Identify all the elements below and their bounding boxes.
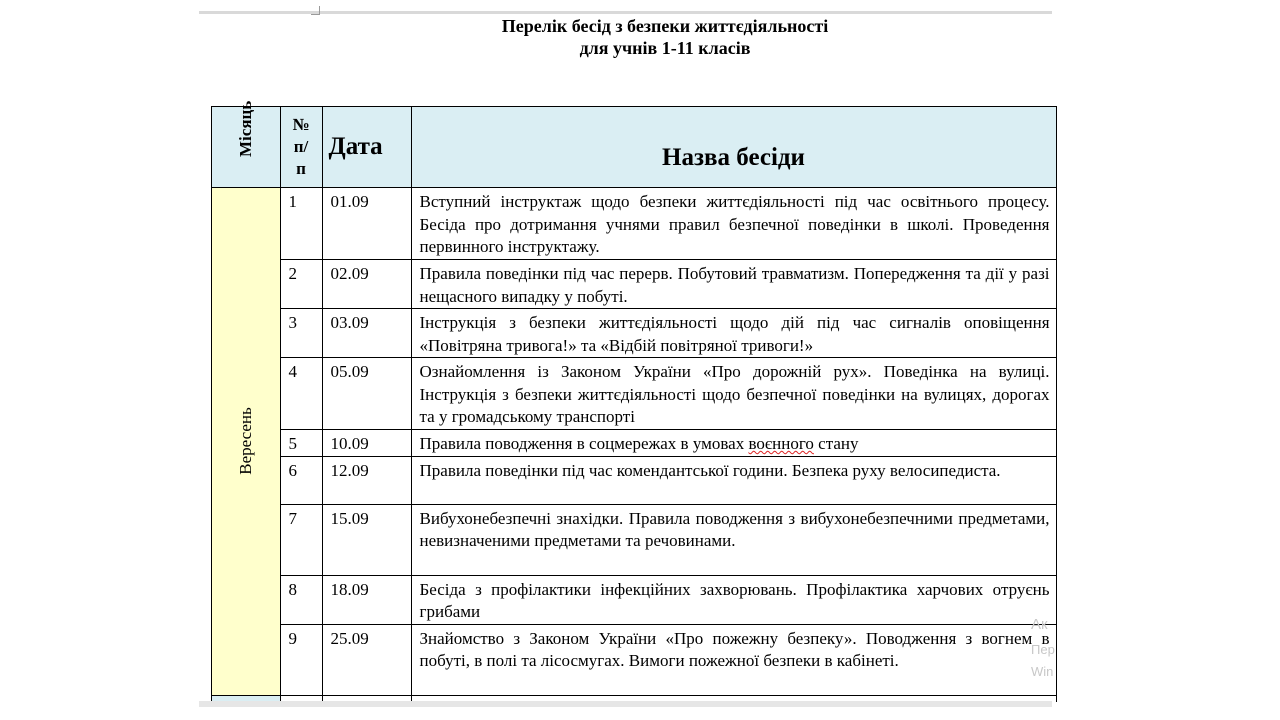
title-line-1: Перелік бесід з безпеки життєдіяльності	[501, 16, 829, 36]
header-talk-name: Назва бесіди	[411, 107, 1056, 188]
row-number: 7	[280, 504, 322, 575]
row-date: 15.09	[322, 504, 411, 575]
row-talk-name: Правила поведінки під час перерв. Побутовий травматизм. Попередження та дії у разі нещасного випадку у побуті.	[411, 260, 1056, 309]
row-talk-name: Бесіда з профілактики інфекційних захворювань. Профілактика харчових отруєнь грибами	[411, 575, 1056, 624]
row-talk-name: Правила поводження в соцмережах в умовах воєнного стану	[411, 430, 1056, 457]
activation-watermark-line-1: Ак	[1031, 616, 1048, 633]
table-row	[212, 260, 1057, 309]
row-talk-name: Вибухонебезпечні знахідки. Правила поводження з вибухонебезпечними предметами, невизначеними предметами та речовинами.	[411, 504, 1056, 575]
row-talk-name: Правила поведінки під час комендантської години. Безпека руху велосипедиста.	[411, 456, 1056, 504]
row-date: 10.09	[322, 430, 411, 457]
row-number: 8	[280, 575, 322, 624]
table-row	[212, 430, 1057, 457]
table-row	[212, 358, 1057, 430]
row-number: 3	[280, 309, 322, 358]
row-number: 2	[280, 260, 322, 309]
document-title	[260, 15, 1070, 59]
row-number: 5	[280, 430, 322, 457]
row-date: 02.09	[322, 260, 411, 309]
activation-watermark-line-2: Пер	[1031, 642, 1055, 657]
row-date: 03.09	[322, 309, 411, 358]
safety-talks-table	[211, 100, 1057, 702]
row-talk-name: Знайомство з Законом України «Про пожежну безпеку». Поводження з вогнем в побуті, в полі та лісосмугах. Вимоги пожежної безпеки в кабінеті.	[411, 624, 1056, 695]
title-line-2: для учнів 1-11 класів	[579, 38, 751, 58]
text-boundary-mark	[311, 6, 320, 15]
row-number: 1	[280, 188, 322, 260]
row-date: 18.09	[322, 575, 411, 624]
table-row	[212, 309, 1057, 358]
month-cell	[212, 188, 281, 696]
header-month: Місяць	[212, 107, 281, 188]
table-row	[212, 624, 1057, 695]
table-row	[212, 504, 1057, 575]
row-number: 9	[280, 624, 322, 695]
row-talk-name: Вступний інструктаж щодо безпеки життєдіяльності під час освітнього процесу. Бесіда про дотримання учнями правил безпечної поведінки в школі. Проведення первинного інструктажу.	[411, 188, 1056, 260]
row-talk-name: Ознайомлення із Законом України «Про дорожній рух». Поведінка на вулиці. Інструкція з безпеки життєдіяльності щодо безпечної поведінки на вулицях, дорогах та у громадському транспорті	[411, 358, 1056, 430]
row-number: 6	[280, 456, 322, 504]
row-date: 25.09	[322, 624, 411, 695]
page-top-edge	[199, 11, 1052, 14]
table-row	[212, 575, 1057, 624]
row-date: 05.09	[322, 358, 411, 430]
row-number: 4	[280, 358, 322, 430]
table-header-row	[212, 107, 1057, 188]
table-row	[212, 456, 1057, 504]
header-number: № п/ п	[280, 107, 322, 188]
row-date: 01.09	[322, 188, 411, 260]
page-bottom-edge	[199, 701, 1052, 707]
header-date: Дата	[322, 107, 411, 188]
spellcheck-word: воєнного	[748, 434, 814, 453]
row-talk-name: Інструкція з безпеки життєдіяльності щодо дій під час сигналів оповіщення «Повітряна тривога!» та «Відбій повітряної тривоги!»	[411, 309, 1056, 358]
activation-watermark-line-3: Win	[1031, 664, 1054, 679]
table-row	[212, 188, 1057, 260]
row-date: 12.09	[322, 456, 411, 504]
month-label: Вересень	[235, 407, 255, 476]
